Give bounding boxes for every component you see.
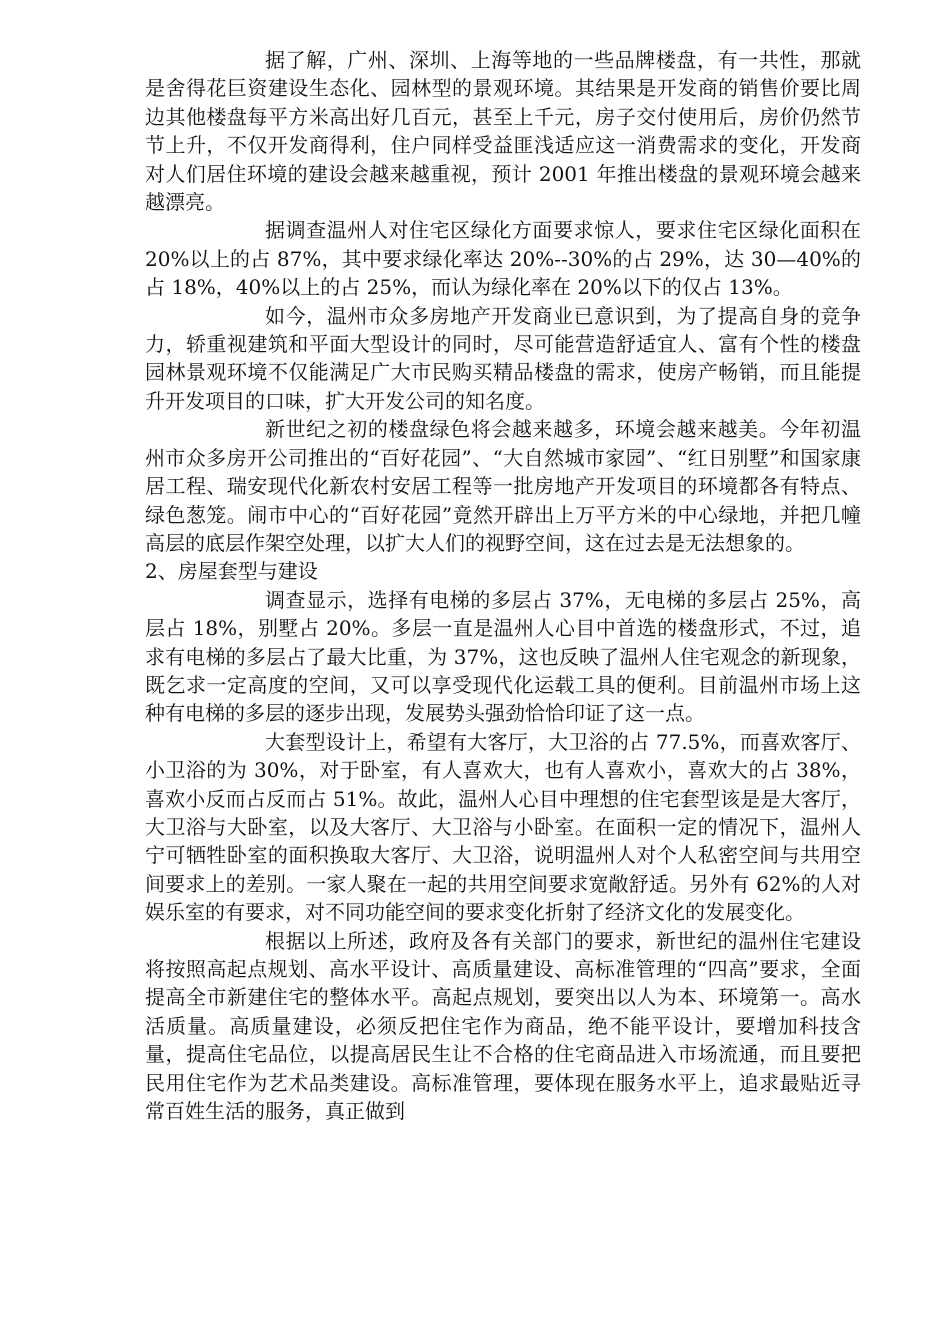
document-page [145,46,861,1125]
paragraph-brand-landscaping: 据了解，广州、深圳、上海等地的一些品牌楼盘，有一共性，那就是舍得花巨资建设生态化、园林型的景观环境。其结果是开发商的销售价要比周边其他楼盘每平方米高出好几百元，甚至上千元，房子交付使用后，房价仍然节节上升，不仅开发商得利，住户同样受益匪浅适应这一消费需求的变化，开发商对人们居住环境的建设会越来越重视，预计 2001 年推出楼盘的景观环境会越来越漂亮。 [145,48,861,215]
paragraph-four-highs: 根据以上所述，政府及各有关部门的要求，新世纪的温州住宅建设将按照高起点规划、高水平设计、高质量建设、高标准管理的“四高”要求，全面提高全市新建住宅的整体水平。高起点规划，要突出以人为本、环境第一。高水活质量。高质量建设，必须反把住宅作为商品，绝不能平设计，要增加科技含量，提高住宅品位，以提高居民生让不合格的住宅商品进入市场流通，而且要把民用住宅作为艺术品类建设。高标准管理，要体现在服务水平上，追求最贴近寻常百姓生活的服务，真正做到 [145,928,861,1124]
paragraph-new-century-green: 新世纪之初的楼盘绿色将会越来越多，环境会越来越美。今年初温州市众多房开公司推出的“百好花园”、“大自然城市家园”、“红日别墅”和国家康居工程、瑞安现代化新农村安居工程等一批房地产开发项目的环境都各有特点、绿色葱笼。闹市中心的“百好花园”竟然开辟出上万平方米的中心绿地，并把几幢高层的底层作架空处理，以扩大人们的视野空间，这在过去是无法想象的。 [145,417,861,555]
paragraph-unit-design: 大套型设计上，希望有大客厅，大卫浴的占 77.5%，而喜欢客厅、小卫浴的为 30%，对于卧室，有人喜欢大，也有人喜欢小，喜欢大的占 38%，喜欢小反而占反而占 51%。故此，温州人心目中理想的住宅套型该是是大客厅，大卫浴与大卧室，以及大客厅、大卫浴与小卧室。在面积一定的情况下，温州人宁可牺牲卧室的面积换取大客厅、大卫浴，说明温州人对个人私密空间与共用空间要求上的差别。一家人聚在一起的共用空间要求宽敞舒适。另外有 62%的人对娱乐室的有要求，对不同功能空间的要求变化折射了经济文化的发展变化。 [145,729,861,925]
paragraph-developer-awareness: 如今，温州市众多房地产开发商业已意识到，为了提高自身的竞争力，轿重视建筑和平面大型设计的同时，尽可能营造舒适宜人、富有个性的楼盘园林景观环境不仅能满足广大市民购买精品楼盘的需求，使房产畅销，而且能提升开发项目的口味，扩大开发公司的知名度。 [145,303,861,413]
paragraph-elevator-survey: 调查显示，选择有电梯的多层占 37%，无电梯的多层占 25%，高层占 18%，别墅占 20%。多层一直是温州人心目中首选的楼盘形式，不过，追求有电梯的多层占了最大比重，为 37%，这也反映了温州人住宅观念的新现象，既乞求一定高度的空间，又可以享受现代化运载工具的便利。目前温州市场上这种有电梯的多层的逐步出现，发展势头强劲恰恰印证了这一点。 [145,587,861,726]
paragraph-greening-survey: 据调查温州人对住宅区绿化方面要求惊人，要求住宅区绿化面积在 20%以上的占 87%，其中要求绿化率达 20%--30%的占 29%，达 30—40%的占 18%，40%以上的占 25%，而认为绿化率在 20%以下的仅占 13%。 [145,218,861,300]
section-heading: 2、房屋套型与建设 [145,559,318,584]
